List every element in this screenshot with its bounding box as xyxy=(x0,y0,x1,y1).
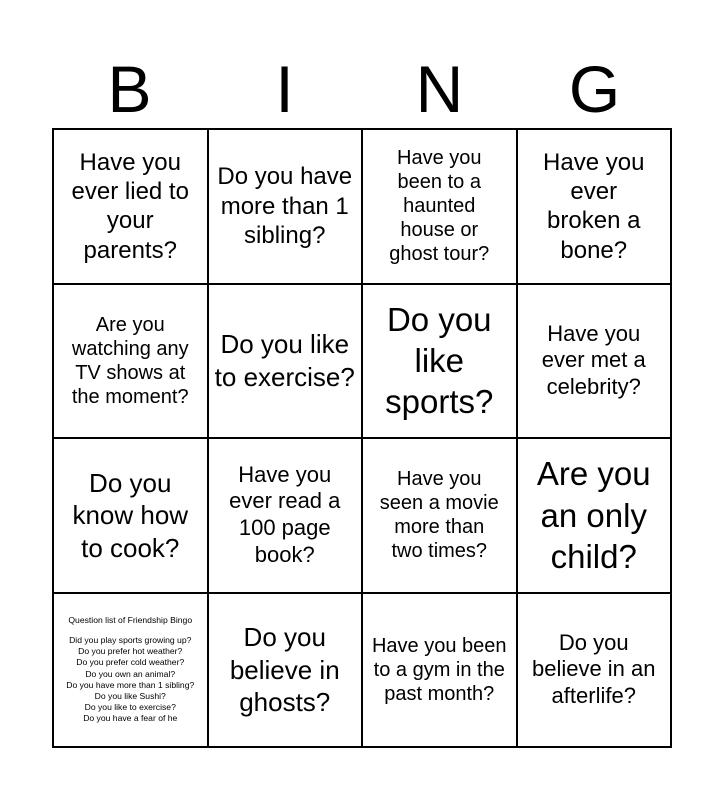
question-list-item: Do you like to exercise? xyxy=(84,702,176,713)
question-list-item: Do you prefer hot weather? xyxy=(78,646,183,657)
bingo-cell[interactable] xyxy=(208,129,363,284)
cell-text: Do you know how to cook? xyxy=(72,467,189,563)
bingo-cell[interactable] xyxy=(517,284,672,439)
bingo-cell[interactable] xyxy=(362,129,517,284)
bingo-cell[interactable] xyxy=(362,284,517,439)
question-list-item: Did you play sports growing up? xyxy=(69,635,192,646)
cell-text: Are you watching any TV shows at the moment? xyxy=(71,313,189,408)
question-list-item: Do you own an animal? xyxy=(85,668,176,679)
header-letter-i: I xyxy=(275,52,294,126)
bingo-cell[interactable] xyxy=(362,593,517,748)
question-list-title: Question list of Friendship Bingo xyxy=(68,614,193,625)
bingo-header xyxy=(52,50,672,128)
bingo-cell[interactable] xyxy=(517,593,672,748)
header-letter-g: G xyxy=(568,52,621,126)
cell-text: Have you ever met a celebrity? xyxy=(541,320,646,400)
cell-text: Do you like to exercise? xyxy=(214,329,355,392)
question-list-cell[interactable] xyxy=(53,593,208,748)
bingo-board xyxy=(52,128,672,748)
question-list-item: Do you prefer cold weather? xyxy=(76,657,185,668)
bingo-cell[interactable] xyxy=(517,129,672,284)
bingo-cell[interactable] xyxy=(208,438,363,593)
question-list-item: Do you have more than 1 sibling? xyxy=(66,679,195,690)
bingo-cell[interactable] xyxy=(53,129,208,284)
cell-text: Have you ever read a 100 page book? xyxy=(229,461,341,568)
bingo-cell[interactable] xyxy=(362,438,517,593)
bingo-cell[interactable] xyxy=(208,593,363,748)
bingo-cell[interactable] xyxy=(53,284,208,439)
bingo-cell[interactable] xyxy=(517,438,672,593)
cell-text: Have you ever broken a bone? xyxy=(543,148,645,264)
bingo-cell[interactable] xyxy=(53,438,208,593)
question-list-item: Do you have a fear of he xyxy=(83,713,178,724)
cell-text: Have you seen a movie more than two times? xyxy=(379,468,499,563)
cell-text: Do you have more than 1 sibling? xyxy=(217,163,353,249)
bingo-cell[interactable] xyxy=(208,284,363,439)
cell-text: Have you ever lied to your parents? xyxy=(71,148,189,264)
header-letter-b: B xyxy=(107,52,152,126)
header-letter-n: N xyxy=(415,52,464,126)
cell-text: Do you like sports? xyxy=(385,300,494,421)
question-list-item: Do you like Sushi? xyxy=(94,691,166,701)
cell-text: Are you an only child? xyxy=(536,455,651,575)
cell-text: Do you believe in an afterlife? xyxy=(531,629,656,709)
cell-text: Have you been to a haunted house or ghost tour? xyxy=(389,147,490,266)
question-list xyxy=(66,615,194,725)
cell-text: Have you been to a gym in the past month? xyxy=(371,634,507,705)
cell-text: Do you believe in ghosts? xyxy=(229,622,340,717)
